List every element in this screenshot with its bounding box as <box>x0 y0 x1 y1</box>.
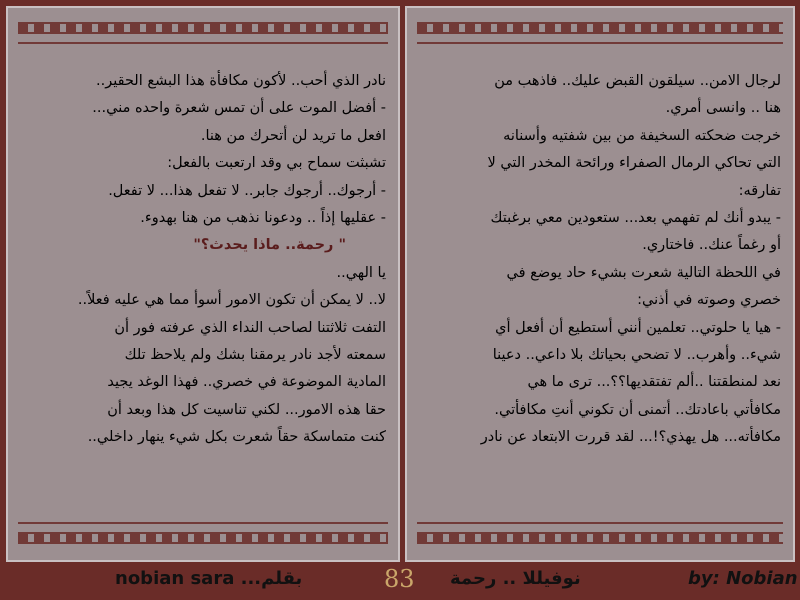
text-line: نادر الذي أحب.. لأكون مكافأة هذا البشع الحقير.. <box>96 73 386 89</box>
text-line-quote: " رحمة.. ماذا يحدث؟" <box>193 237 346 254</box>
text-line: - يبدو أنك لم تفهمي بعد... ستعودين معي برغبتك <box>490 209 781 226</box>
footer-author: nobian sara ...بقلم <box>115 568 303 589</box>
right-page-text <box>419 68 781 451</box>
decorative-border-bottom <box>417 532 783 544</box>
text-line: لرجال الامن.. سيلقون القبض عليك.. فاذهب من <box>494 73 781 89</box>
right-page <box>405 6 795 562</box>
text-line: حقا هذه الامور... لكني تناسيت كل هذا وبعد أن <box>107 401 386 418</box>
text-line: لا.. لا يمكن أن تكون الامور أسوأ مما هي عليه فعلاً.. <box>77 292 386 309</box>
text-line: المادية الموضوعة في خصري.. فهذا الوغد يجيد <box>107 374 386 391</box>
decorative-border-top <box>417 22 783 34</box>
text-line: - أرجوك.. أرجوك جابر.. لا تفعل هذا... لا تفعل. <box>108 182 386 199</box>
decorative-line-top <box>18 42 388 44</box>
text-line: مكافأتي باعادتك.. أتمنى أن تكوني أنتِ مكافأتي. <box>494 401 781 418</box>
text-line: - أفضل الموت على أن تمس شعرة واحده مني... <box>92 100 386 117</box>
text-line: تشبثت سماح بي وقد ارتعبت بالفعل: <box>167 155 386 172</box>
footer-title: نوفيللا .. رحمة <box>450 568 581 589</box>
text-line: يا الهي.. <box>336 264 386 281</box>
text-line: تفارقه: <box>738 182 781 199</box>
text-line: افعل ما تريد لن أتحرك من هنا. <box>200 127 386 144</box>
text-line: - عقليها إذاً .. ودعونا نذهب من هنا بهدوء. <box>140 209 386 226</box>
decorative-line-top <box>417 42 783 44</box>
decorative-line-bottom <box>417 522 783 524</box>
text-line: نعد لمنطقتنا ..ألم تفتقديها؟؟... ترى ما هي <box>527 374 781 391</box>
text-line: هنا .. وانسى أمري. <box>665 100 781 117</box>
text-line: خصري وصوته في أذني: <box>637 292 781 309</box>
text-line: سمعته لأجد نادر يرمقنا بشك ولم يلاحظ تلك <box>124 346 386 363</box>
decorative-line-bottom <box>18 522 388 524</box>
page-number: 83 <box>384 565 415 593</box>
text-line: التفت ثلاثتنا لصاحب النداء الذي عرفته فور أن <box>114 319 386 336</box>
text-line: خرجت ضحكته السخيفة من بين شفتيه وأسنانه <box>503 127 781 144</box>
text-line: التي تحاكي الرمال الصفراء ورائحة المخدر التي لا <box>487 155 781 172</box>
text-line: شيء.. وأهرب.. لا تضحي بحياتك بلا داعي.. دعينا <box>492 346 781 363</box>
text-line: أو رغماً عنك.. فاختاري. <box>642 237 781 254</box>
text-line: كنت متماسكة حقاً شعرت بكل شيء ينهار داخلي.. <box>87 429 386 446</box>
footer-byline: by: Nobian <box>688 568 798 589</box>
decorative-border-bottom <box>18 532 388 544</box>
text-line: - هيا يا حلوتي.. تعلمين أنني أستطيع أن أفعل أي <box>495 319 781 336</box>
left-page-text <box>20 68 386 451</box>
left-page <box>6 6 400 562</box>
text-line: مكافأته... هل يهذي؟!... لقد قررت الابتعاد عن نادر <box>480 429 781 446</box>
text-line: في اللحظة التالية شعرت بشيء حاد يوضع في <box>506 264 781 281</box>
decorative-border-top <box>18 22 388 34</box>
